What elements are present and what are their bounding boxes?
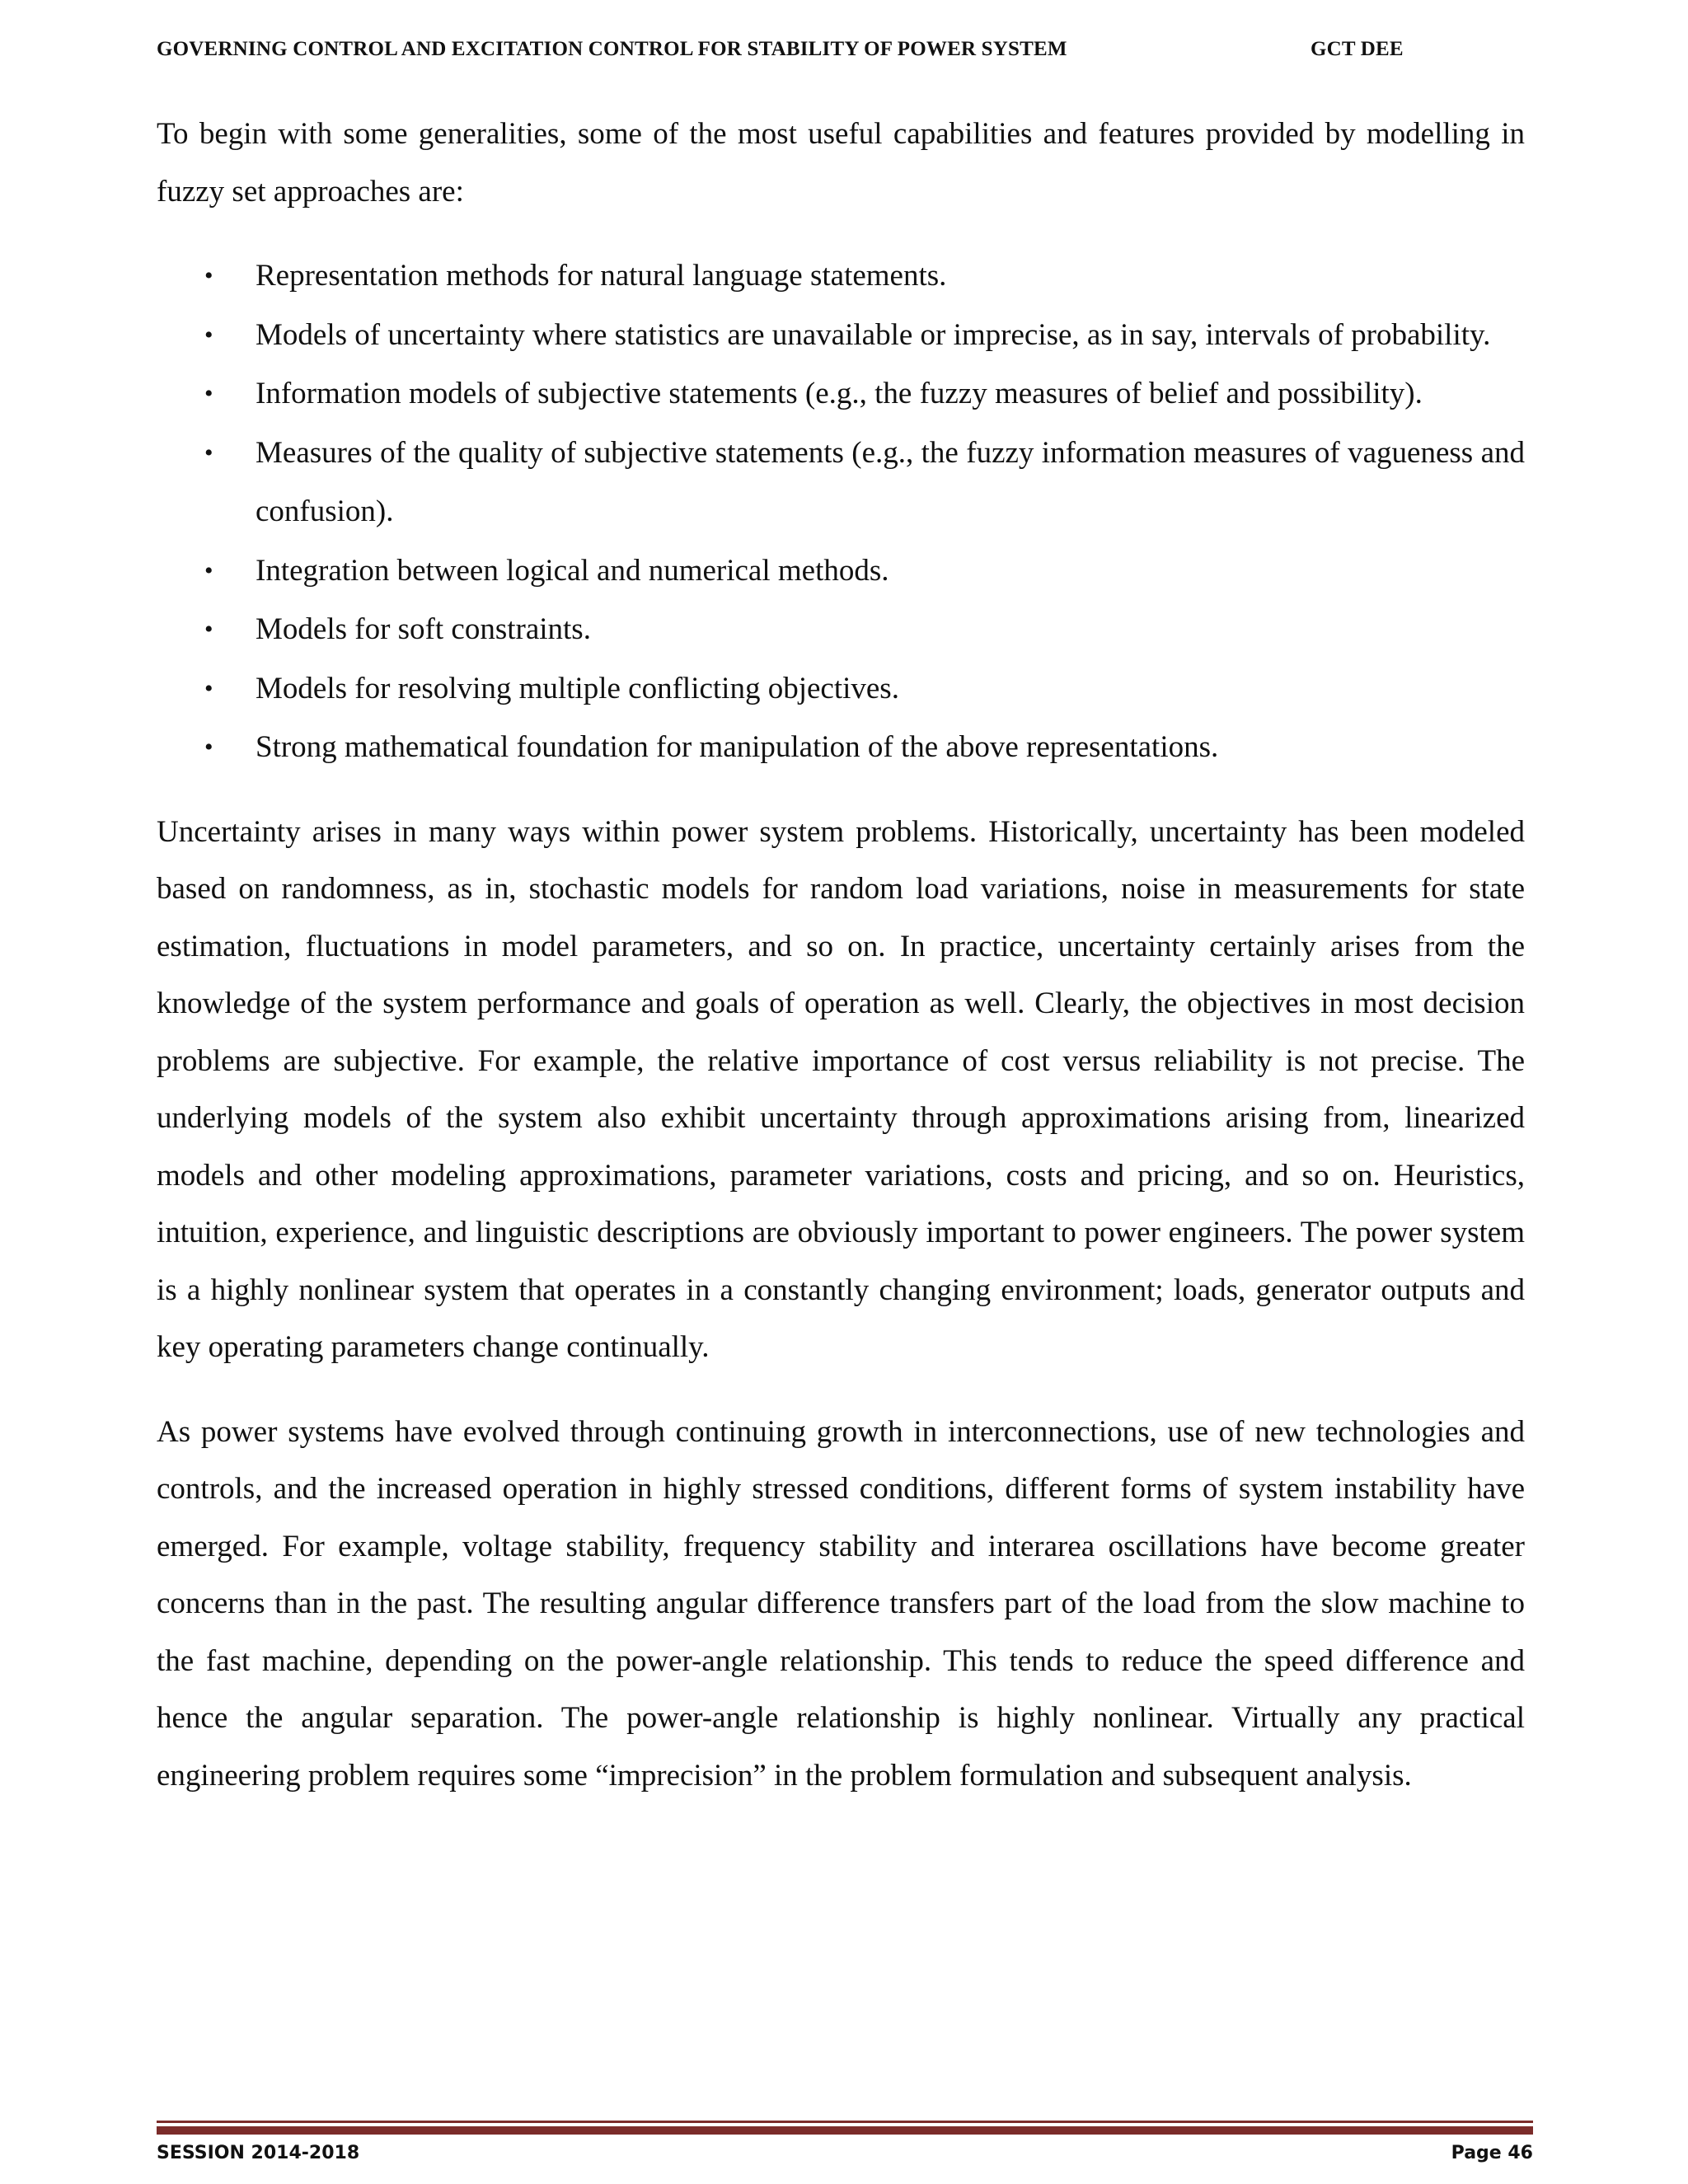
list-item-text: Information models of subjective statements (e.g., the fuzzy measures of belief and possibility). (256, 377, 1423, 410)
list-item-text: Models for soft constraints. (256, 612, 591, 646)
list-item (157, 600, 1525, 659)
document-body (157, 105, 1525, 1831)
bullet-icon: • (204, 556, 213, 584)
page-footer (157, 2143, 1533, 2171)
list-item (157, 364, 1525, 424)
list-item (157, 424, 1525, 541)
footer-session: SESSION 2014-2018 (157, 2143, 360, 2163)
bullet-icon: • (204, 733, 213, 761)
paragraph-stability: As power systems have evolved through continuing growth in interconnections, use of new technologies and controls, and the increased operation in highly stressed conditions, different forms of system instability have emerged. For example, voltage stability, frequency stability and interarea oscillations have become greater concerns than in the past. The resulting angular difference transfers part of the load from the slow machine to the fast machine, depending on the power-angle relationship. This tends to reduce the speed difference and hence the angular separation. The power-angle relationship is highly nonlinear. Virtually any practical engineering problem requires some “imprecision” in the problem formulation and subsequent analysis. (157, 1414, 1525, 1793)
feature-list (157, 246, 1525, 777)
page-number: Page 46 (1451, 2143, 1533, 2163)
list-item (157, 659, 1525, 719)
header-dept: GCT DEE (1311, 38, 1404, 60)
bullet-icon: • (204, 674, 213, 702)
paragraph-uncertainty: Uncertainty arises in many ways within power system problems. Historically, uncertainty has been modeled based on randomness, as in, stochastic models for random load variations, noise in measurements for state estimation, fluctuations in model parameters, and so on. In practice, uncertainty certainly arises from the knowledge of the system performance and goals of operation as well. Clearly, the objectives in most decision problems are subjective. For example, the relative importance of cost versus reliability is not precise. The underlying models of the system also exhibit uncertainty through approximations arising from, linearized models and other modeling approximations, parameter variations, costs and pricing, and so on. Heuristics, intuition, experience, and linguistic descriptions are obviously important to power engineers. The power system is a highly nonlinear system that operates in a constantly changing environment; loads, generator outputs and key operating parameters change continually. (157, 814, 1525, 1364)
list-item (157, 306, 1525, 365)
bullet-icon: • (204, 262, 213, 289)
footer-divider-thick (157, 2126, 1533, 2135)
bullet-icon: • (204, 321, 213, 349)
list-item-text: Measures of the quality of subjective statements (e.g., the fuzzy information measures of vagueness and confusion). (256, 435, 1525, 528)
list-item (157, 541, 1525, 601)
header-title: GOVERNING CONTROL AND EXCITATION CONTROL FOR STABILITY OF POWER SYSTEM (157, 38, 1067, 60)
list-item-text: Strong mathematical foundation for manipulation of the above representations. (256, 730, 1219, 764)
list-item-text: Integration between logical and numerical methods. (256, 553, 889, 588)
bullet-icon: • (204, 380, 213, 407)
list-item-text: Models for resolving multiple conflicting objectives. (256, 671, 899, 705)
list-item (157, 246, 1525, 306)
list-item (157, 718, 1525, 777)
bullet-icon: • (204, 616, 213, 643)
list-item-text: Models of uncertainty where statistics are unavailable or imprecise, as in say, intervals of probability. (256, 317, 1491, 352)
list-item-text: Representation methods for natural language statements. (256, 259, 947, 293)
bullet-icon: • (204, 438, 213, 466)
intro-paragraph: To begin with some generalities, some of the most useful capabilities and features provided by modelling in fuzzy set approaches are: (157, 117, 1525, 209)
footer-divider (157, 2121, 1533, 2135)
page-header (157, 38, 1409, 68)
